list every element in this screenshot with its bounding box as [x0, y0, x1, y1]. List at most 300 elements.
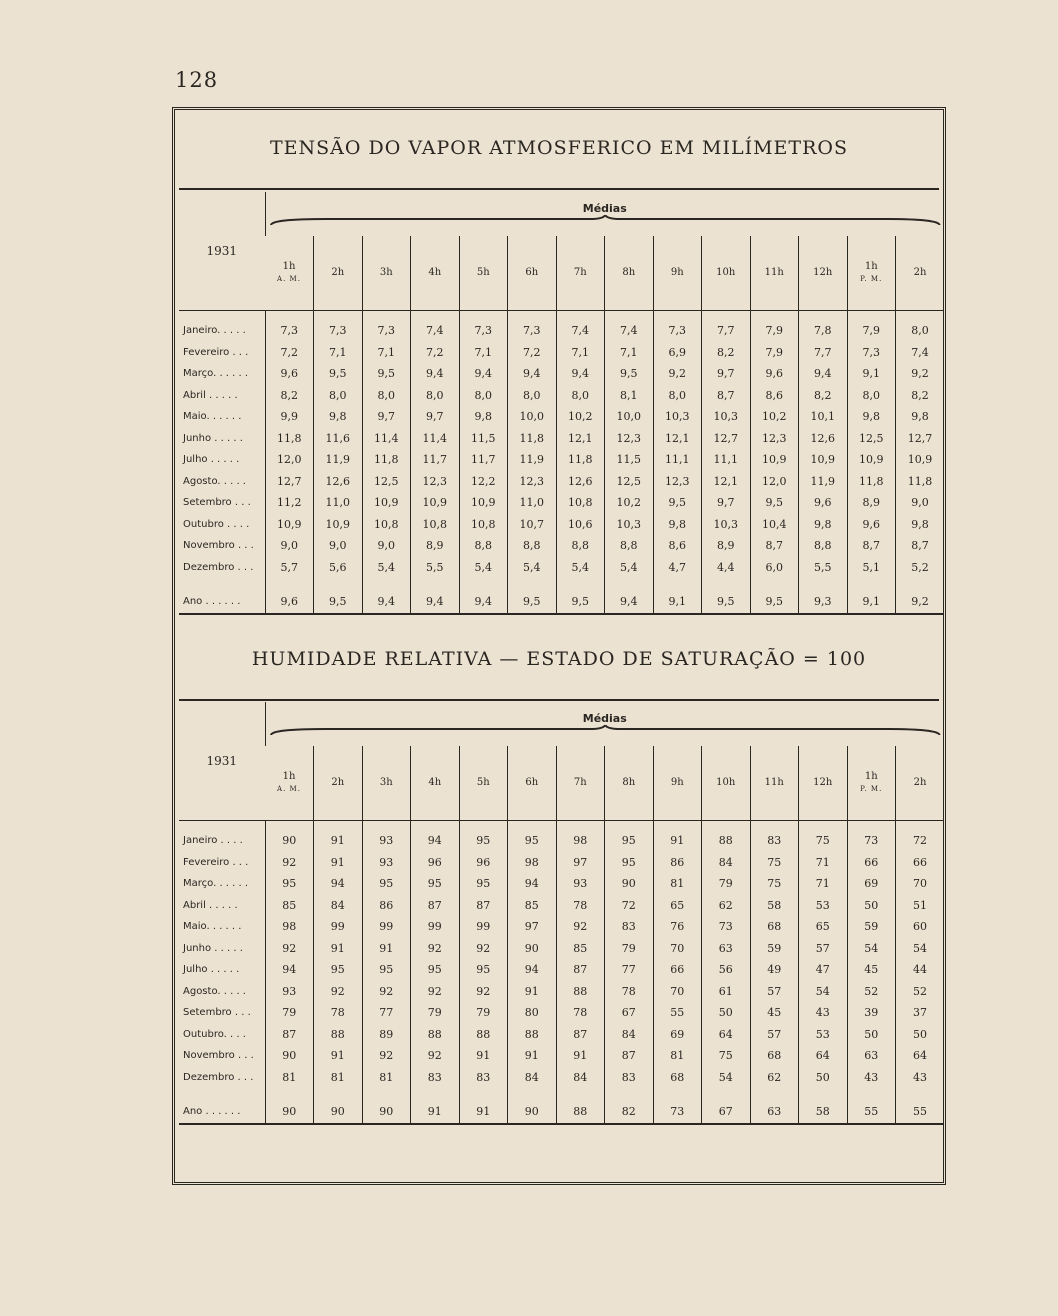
divider [179, 699, 939, 701]
value-cell: 88 [556, 1100, 605, 1124]
total-row [179, 1100, 944, 1124]
value-cell: 7,4 [556, 320, 605, 342]
value-cell: 84 [605, 1024, 654, 1046]
month-label: Dezembro . . . [183, 561, 254, 573]
value-cell: 73 [702, 916, 751, 938]
hour-label: 12h [813, 776, 833, 788]
value-cell: 7,3 [847, 342, 896, 364]
value-cell: 11,5 [459, 428, 508, 450]
table-row [179, 1002, 944, 1024]
brace-icon [266, 725, 945, 737]
value-cell: 43 [799, 1002, 848, 1024]
value-cell: 99 [314, 916, 363, 938]
value-cell: 91 [459, 1045, 508, 1067]
value-cell: 8,8 [508, 535, 557, 557]
value-cell: 11,4 [411, 428, 460, 450]
value-cell: 71 [799, 873, 848, 895]
value-cell: 8,6 [750, 385, 799, 407]
table-row [179, 342, 944, 364]
hour-label: 2h [331, 776, 345, 788]
value-cell: 79 [411, 1002, 460, 1024]
value-cell: 91 [508, 981, 557, 1003]
value-cell: 83 [605, 916, 654, 938]
value-cell: 10,9 [362, 492, 411, 514]
value-cell: 68 [750, 1045, 799, 1067]
value-cell: 91 [314, 852, 363, 874]
value-cell: 95 [314, 959, 363, 981]
value-cell: 95 [459, 959, 508, 981]
value-cell: 88 [702, 830, 751, 852]
value-cell: 10,1 [799, 406, 848, 428]
value-cell: 9,4 [459, 590, 508, 614]
value-cell: 10,9 [314, 514, 363, 536]
value-cell: 12,0 [750, 471, 799, 493]
value-cell: 12,3 [750, 428, 799, 450]
hour-header [702, 746, 751, 820]
value-cell: 9,4 [508, 363, 557, 385]
hour-label: 6h [525, 266, 539, 278]
value-cell: 9,1 [653, 590, 702, 614]
value-cell: 52 [847, 981, 896, 1003]
value-cell: 63 [702, 938, 751, 960]
value-cell: 11,7 [411, 449, 460, 471]
value-cell: 9,5 [702, 590, 751, 614]
month-label: Fevereiro . . . [183, 856, 249, 868]
value-cell: 78 [556, 895, 605, 917]
value-cell: 59 [847, 916, 896, 938]
value-cell: 57 [750, 981, 799, 1003]
table-row [179, 492, 944, 514]
value-cell: 64 [702, 1024, 751, 1046]
hour-header [799, 236, 848, 310]
value-cell: 70 [896, 873, 945, 895]
value-cell: 50 [847, 895, 896, 917]
value-cell: 37 [896, 1002, 945, 1024]
value-cell: 11,8 [847, 471, 896, 493]
value-cell: 95 [508, 830, 557, 852]
month-label: Novembro . . . [183, 1050, 254, 1062]
value-cell: 90 [362, 1100, 411, 1124]
value-cell: 5,4 [508, 557, 557, 579]
value-cell: 61 [702, 981, 751, 1003]
value-cell: 66 [653, 959, 702, 981]
hour-label: 9h [670, 266, 684, 278]
value-cell: 86 [653, 852, 702, 874]
hour-header [362, 236, 411, 310]
hour-period: A. M. [277, 784, 301, 793]
value-cell: 8,8 [556, 535, 605, 557]
value-cell: 12,3 [653, 471, 702, 493]
hour-header [411, 746, 460, 820]
value-cell: 7,1 [556, 342, 605, 364]
hour-header [362, 746, 411, 820]
value-cell: 71 [799, 852, 848, 874]
value-cell: 9,8 [847, 406, 896, 428]
value-cell: 8,0 [314, 385, 363, 407]
value-cell: 76 [653, 916, 702, 938]
value-cell: 9,8 [459, 406, 508, 428]
value-cell: 11,9 [314, 449, 363, 471]
value-cell: 92 [362, 1045, 411, 1067]
table-row [179, 981, 944, 1003]
value-cell: 83 [605, 1067, 654, 1089]
value-cell: 92 [459, 938, 508, 960]
value-cell: 9,5 [750, 590, 799, 614]
value-cell: 12,6 [799, 428, 848, 450]
value-cell: 10,9 [750, 449, 799, 471]
value-cell: 7,2 [411, 342, 460, 364]
value-cell: 57 [799, 938, 848, 960]
value-cell: 9,4 [556, 363, 605, 385]
value-cell: 81 [653, 873, 702, 895]
table-row [179, 1045, 944, 1067]
value-cell: 94 [508, 959, 557, 981]
hour-header [508, 746, 557, 820]
hour-header [605, 236, 654, 310]
value-cell: 92 [265, 852, 314, 874]
value-cell: 99 [411, 916, 460, 938]
value-cell: 6,9 [653, 342, 702, 364]
value-cell: 81 [362, 1067, 411, 1089]
value-cell: 62 [750, 1067, 799, 1089]
value-cell: 9,5 [556, 590, 605, 614]
value-cell: 69 [847, 873, 896, 895]
hour-header [265, 746, 314, 820]
value-cell: 8,6 [653, 535, 702, 557]
month-label: Setembro . . . [183, 1007, 251, 1019]
table-row [179, 1067, 944, 1089]
table-title: HUMIDADE RELATIVA — ESTADO DE SATURAÇÃO = 100 [251, 648, 867, 670]
table-row [179, 514, 944, 536]
value-cell: 89 [362, 1024, 411, 1046]
value-cell: 12,1 [702, 471, 751, 493]
value-cell: 11,5 [605, 449, 654, 471]
table-row [179, 428, 944, 450]
hour-label: 10h [716, 266, 736, 278]
value-cell: 7,1 [314, 342, 363, 364]
value-cell: 5,5 [799, 557, 848, 579]
value-cell: 10,2 [605, 492, 654, 514]
value-cell: 88 [411, 1024, 460, 1046]
value-cell: 94 [411, 830, 460, 852]
value-cell: 73 [847, 830, 896, 852]
value-cell: 9,7 [702, 363, 751, 385]
value-cell: 11,8 [265, 428, 314, 450]
value-cell: 7,9 [750, 320, 799, 342]
value-cell: 81 [265, 1067, 314, 1089]
value-cell: 88 [459, 1024, 508, 1046]
value-cell: 7,7 [702, 320, 751, 342]
value-cell: 95 [459, 830, 508, 852]
value-cell: 9,5 [750, 492, 799, 514]
year-label: 1931 [179, 702, 265, 820]
value-cell: 73 [653, 1100, 702, 1124]
month-label: Maio. . . . . . [183, 921, 242, 933]
value-cell: 9,4 [411, 590, 460, 614]
value-cell: 54 [702, 1067, 751, 1089]
value-cell: 9,0 [362, 535, 411, 557]
value-cell: 9,8 [896, 514, 945, 536]
value-cell: 80 [508, 1002, 557, 1024]
value-cell: 91 [314, 938, 363, 960]
value-cell: 9,1 [847, 363, 896, 385]
table-row [179, 320, 944, 342]
value-cell: 84 [702, 852, 751, 874]
month-label: Outubro. . . . [183, 1028, 246, 1040]
table-row [179, 557, 944, 579]
hour-label: 1h [864, 770, 878, 782]
hour-label: 12h [813, 266, 833, 278]
table-row [179, 385, 944, 407]
value-cell: 45 [750, 1002, 799, 1024]
value-cell: 11,8 [556, 449, 605, 471]
value-cell: 72 [605, 895, 654, 917]
value-cell: 66 [847, 852, 896, 874]
value-cell: 9,2 [896, 363, 945, 385]
value-cell: 54 [847, 938, 896, 960]
value-cell: 8,9 [411, 535, 460, 557]
value-cell: 84 [556, 1067, 605, 1089]
value-cell: 87 [556, 1024, 605, 1046]
value-cell: 93 [265, 981, 314, 1003]
value-cell: 82 [605, 1100, 654, 1124]
brace-icon [266, 215, 945, 227]
value-cell: 10,3 [605, 514, 654, 536]
value-cell: 90 [265, 830, 314, 852]
value-cell: 96 [411, 852, 460, 874]
value-cell: 9,3 [799, 590, 848, 614]
value-cell: 95 [605, 830, 654, 852]
value-cell: 98 [265, 916, 314, 938]
value-cell: 11,8 [896, 471, 945, 493]
value-cell: 7,8 [799, 320, 848, 342]
value-cell: 81 [653, 1045, 702, 1067]
hour-label: 2h [913, 776, 927, 788]
value-cell: 12,0 [265, 449, 314, 471]
hour-header [896, 746, 945, 820]
value-cell: 10,9 [799, 449, 848, 471]
table-row [179, 959, 944, 981]
value-cell: 63 [847, 1045, 896, 1067]
value-cell: 87 [411, 895, 460, 917]
month-label: Julho . . . . . [183, 454, 240, 466]
value-cell: 92 [411, 981, 460, 1003]
value-cell: 9,2 [653, 363, 702, 385]
hour-header [459, 746, 508, 820]
value-cell: 90 [314, 1100, 363, 1124]
value-cell: 9,8 [799, 514, 848, 536]
value-cell: 97 [556, 852, 605, 874]
value-cell: 79 [605, 938, 654, 960]
value-cell: 8,2 [265, 385, 314, 407]
value-cell: 77 [362, 1002, 411, 1024]
value-cell: 43 [896, 1067, 945, 1089]
value-cell: 8,7 [702, 385, 751, 407]
year-label: 1931 [179, 192, 265, 310]
value-cell: 10,3 [702, 406, 751, 428]
table-row [179, 873, 944, 895]
value-cell: 95 [265, 873, 314, 895]
value-cell: 11,9 [799, 471, 848, 493]
hour-period: A. M. [277, 274, 301, 283]
month-label: Março. . . . . . [183, 878, 249, 890]
value-cell: 8,0 [847, 385, 896, 407]
value-cell: 9,4 [799, 363, 848, 385]
value-cell: 9,7 [702, 492, 751, 514]
table-row [179, 1024, 944, 1046]
value-cell: 11,0 [314, 492, 363, 514]
hour-header [847, 746, 896, 820]
month-label: Agosto. . . . . [183, 475, 246, 487]
page-number: 128 [175, 68, 219, 92]
value-cell: 68 [653, 1067, 702, 1089]
value-cell: 85 [508, 895, 557, 917]
value-cell: 85 [265, 895, 314, 917]
hour-label: 5h [476, 266, 490, 278]
value-cell: 87 [605, 1045, 654, 1067]
value-cell: 75 [750, 873, 799, 895]
group-label: Médias [582, 711, 627, 725]
value-cell: 7,3 [265, 320, 314, 342]
value-cell: 83 [459, 1067, 508, 1089]
value-cell: 64 [799, 1045, 848, 1067]
value-cell: 10,2 [556, 406, 605, 428]
value-cell: 8,2 [896, 385, 945, 407]
value-cell: 9,5 [605, 363, 654, 385]
value-cell: 83 [750, 830, 799, 852]
value-cell: 10,3 [702, 514, 751, 536]
value-cell: 91 [314, 1045, 363, 1067]
value-cell: 66 [896, 852, 945, 874]
hour-header [750, 746, 799, 820]
divider [179, 188, 939, 190]
month-label: Abril . . . . . [183, 389, 238, 401]
value-cell: 8,0 [508, 385, 557, 407]
value-cell: 45 [847, 959, 896, 981]
total-row [179, 590, 944, 614]
value-cell: 50 [847, 1024, 896, 1046]
value-cell: 92 [556, 916, 605, 938]
value-cell: 5,4 [605, 557, 654, 579]
value-cell: 12,5 [362, 471, 411, 493]
value-cell: 78 [556, 1002, 605, 1024]
hour-label: 8h [622, 776, 636, 788]
value-cell: 7,2 [265, 342, 314, 364]
value-cell: 10,9 [459, 492, 508, 514]
value-cell: 55 [847, 1100, 896, 1124]
value-cell: 7,1 [605, 342, 654, 364]
value-cell: 67 [702, 1100, 751, 1124]
value-cell: 9,4 [411, 363, 460, 385]
value-cell: 53 [799, 1024, 848, 1046]
value-cell: 49 [750, 959, 799, 981]
value-cell: 10,2 [750, 406, 799, 428]
value-cell: 11,4 [362, 428, 411, 450]
hour-period: P. M. [860, 274, 883, 283]
value-cell: 65 [799, 916, 848, 938]
value-cell: 5,4 [362, 557, 411, 579]
table-row [179, 938, 944, 960]
value-cell: 63 [750, 1100, 799, 1124]
value-cell: 9,6 [265, 363, 314, 385]
value-cell: 11,2 [265, 492, 314, 514]
value-cell: 92 [314, 981, 363, 1003]
value-cell: 8,8 [799, 535, 848, 557]
value-cell: 88 [508, 1024, 557, 1046]
value-cell: 11,8 [362, 449, 411, 471]
value-cell: 9,6 [265, 590, 314, 614]
value-cell: 79 [459, 1002, 508, 1024]
value-cell: 6,0 [750, 557, 799, 579]
value-cell: 11,6 [314, 428, 363, 450]
value-cell: 12,3 [411, 471, 460, 493]
value-cell: 7,9 [847, 320, 896, 342]
month-label: Dezembro . . . [183, 1071, 254, 1083]
value-cell: 8,7 [847, 535, 896, 557]
value-cell: 8,8 [605, 535, 654, 557]
value-cell: 93 [556, 873, 605, 895]
value-cell: 9,5 [508, 590, 557, 614]
value-cell: 79 [702, 873, 751, 895]
month-label: Ano . . . . . . [183, 1106, 241, 1117]
value-cell: 90 [265, 1045, 314, 1067]
value-cell: 7,3 [653, 320, 702, 342]
value-cell: 99 [459, 916, 508, 938]
hour-header [411, 236, 460, 310]
value-cell: 12,3 [605, 428, 654, 450]
value-cell: 9,6 [750, 363, 799, 385]
value-cell: 98 [556, 830, 605, 852]
hour-header [556, 746, 605, 820]
value-cell: 10,6 [556, 514, 605, 536]
value-cell: 78 [314, 1002, 363, 1024]
value-cell: 86 [362, 895, 411, 917]
hour-header [314, 236, 363, 310]
hour-label: 7h [573, 266, 587, 278]
value-cell: 7,4 [605, 320, 654, 342]
value-cell: 9,0 [265, 535, 314, 557]
value-cell: 11,9 [508, 449, 557, 471]
table-row [179, 830, 944, 852]
month-label: Ano . . . . . . [183, 596, 241, 607]
value-cell: 98 [508, 852, 557, 874]
value-cell: 90 [605, 873, 654, 895]
value-cell: 10,7 [508, 514, 557, 536]
value-cell: 68 [750, 916, 799, 938]
value-cell: 7,3 [314, 320, 363, 342]
value-cell: 91 [411, 1100, 460, 1124]
value-cell: 7,3 [362, 320, 411, 342]
hour-header [896, 236, 945, 310]
value-cell: 10,8 [411, 514, 460, 536]
value-cell: 95 [362, 873, 411, 895]
value-cell: 8,0 [556, 385, 605, 407]
value-cell: 75 [702, 1045, 751, 1067]
value-cell: 7,4 [411, 320, 460, 342]
value-cell: 10,9 [411, 492, 460, 514]
value-cell: 91 [459, 1100, 508, 1124]
hour-header [265, 236, 314, 310]
value-cell: 9,9 [265, 406, 314, 428]
value-cell: 44 [896, 959, 945, 981]
value-cell: 5,4 [556, 557, 605, 579]
value-cell: 81 [314, 1067, 363, 1089]
hour-header [653, 236, 702, 310]
vapor-pressure-table [179, 192, 944, 615]
value-cell: 9,4 [459, 363, 508, 385]
value-cell: 12,6 [314, 471, 363, 493]
table-row [179, 895, 944, 917]
